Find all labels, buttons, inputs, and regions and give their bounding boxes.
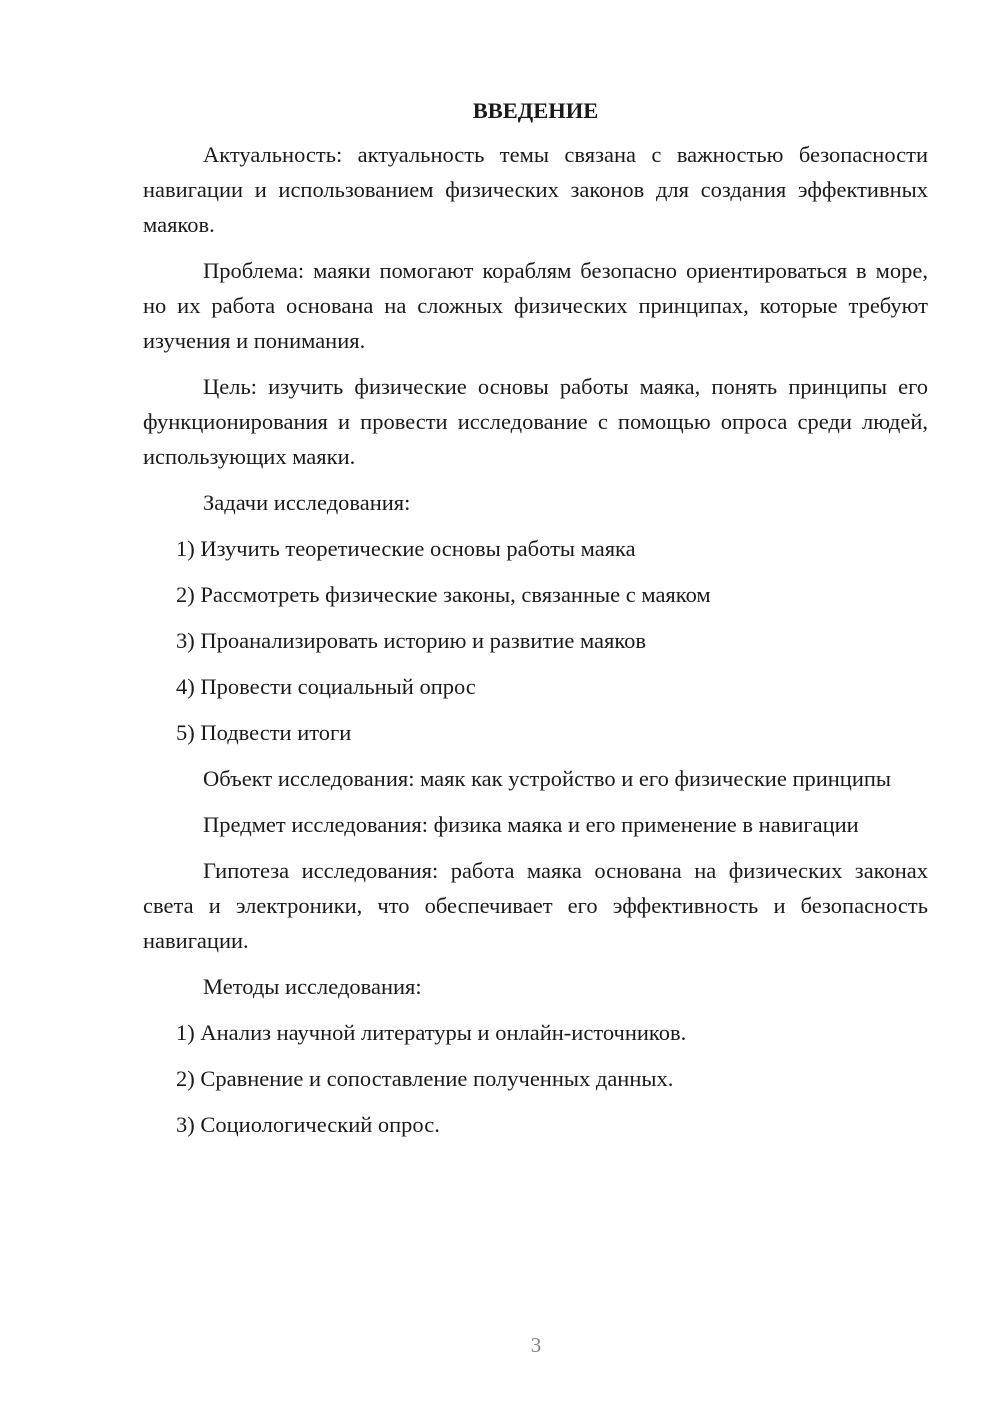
section-heading: ВВЕДЕНИЕ — [472, 98, 599, 123]
object-paragraph: Объект исследования: маяк как устройство и его физические принципы — [203, 766, 892, 791]
tasks-intro: Задачи исследования: — [203, 490, 411, 515]
methods-list — [143, 1015, 928, 1142]
subject-paragraph: Предмет исследования: физика маяка и его применение в навигации — [203, 812, 859, 837]
list-item: 3) Социологический опрос. — [176, 1112, 440, 1137]
page-number: 3 — [530, 1333, 542, 1357]
list-item: 1) Анализ научной литературы и онлайн-источников. — [176, 1020, 687, 1045]
list-item: 2) Сравнение и сопоставление полученных данных. — [176, 1066, 674, 1091]
relevance-paragraph: Актуальность: актуальность темы связана с важностью безопасности навигации и использованием физических законов для создания эффективных маяков. — [143, 142, 928, 237]
list-item: 1) Изучить теоретические основы работы маяка — [176, 536, 636, 561]
list-item: 3) Проанализировать историю и развитие маяков — [176, 628, 647, 653]
page-content — [143, 96, 928, 1153]
hypothesis-paragraph: Гипотеза исследования: работа маяка основана на физических законах света и электроники, что обеспечивает его эффективность и безопасность навигации. — [143, 858, 928, 953]
list-item: 4) Провести социальный опрос — [176, 674, 476, 699]
goal-paragraph: Цель: изучить физические основы работы маяка, понять принципы его функционирования и провести исследование с помощью опроса среди людей, использующих маяки. — [143, 374, 928, 469]
tasks-list — [143, 531, 928, 750]
list-item: 2) Рассмотреть физические законы, связанные с маяком — [176, 582, 711, 607]
methods-intro: Методы исследования: — [203, 974, 422, 999]
list-item: 5) Подвести итоги — [176, 720, 352, 745]
problem-paragraph: Проблема: маяки помогают кораблям безопасно ориентироваться в море, но их работа основана на сложных физических принципах, которые требуют изучения и понимания. — [143, 258, 928, 353]
